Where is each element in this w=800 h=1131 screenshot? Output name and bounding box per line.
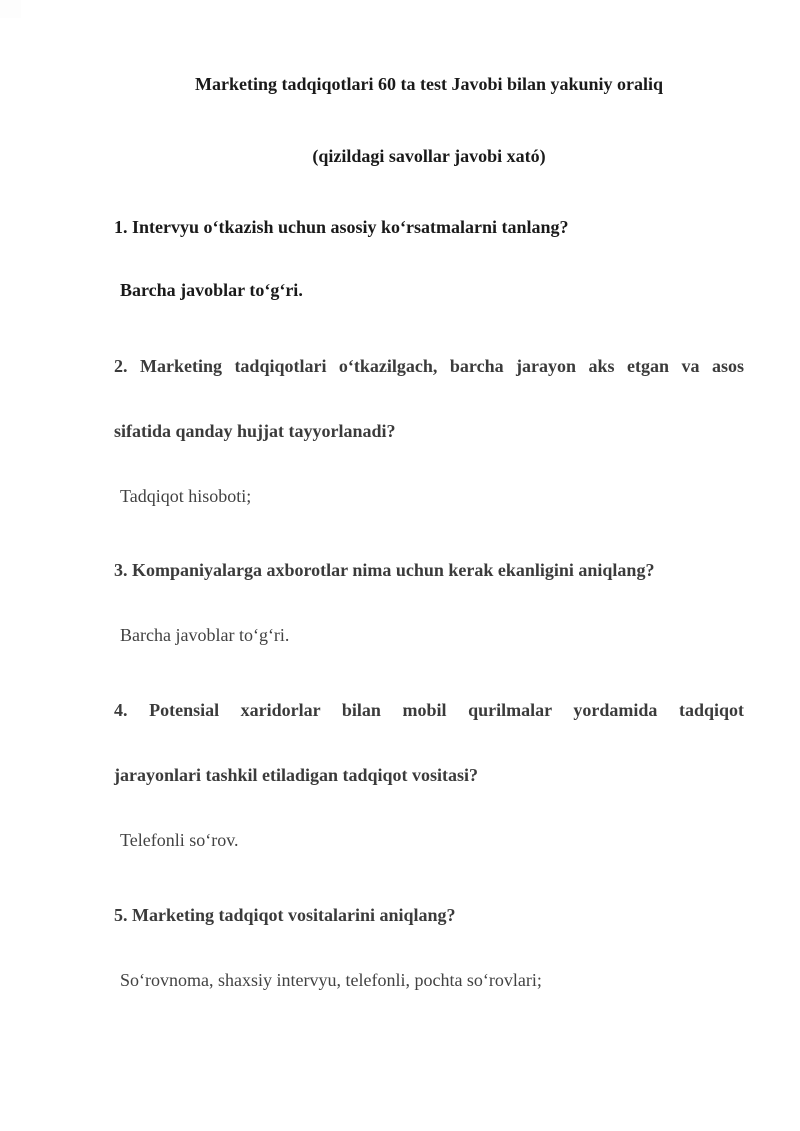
scan-corner-artifact bbox=[0, 0, 21, 18]
question-4-line-2: jarayonlari tashkil etiladigan tadqiqot vositasi? bbox=[114, 765, 479, 785]
answer-3: Barcha javoblar to‘g‘ri. bbox=[120, 625, 290, 645]
question-1: 1. Intervyu o‘tkazish uchun asosiy ko‘rsatmalarni tanlang? bbox=[114, 217, 569, 237]
answer-4: Telefonli so‘rov. bbox=[120, 830, 239, 850]
answer-1: Barcha javoblar to‘g‘ri. bbox=[120, 280, 303, 300]
document-subtitle: (qizildagi savollar javobi xató) bbox=[312, 146, 546, 166]
answer-2: Tadqiqot hisoboti; bbox=[120, 486, 252, 506]
question-3: 3. Kompaniyalarga axborotlar nima uchun kerak ekanligini aniqlang? bbox=[114, 560, 655, 580]
question-5: 5. Marketing tadqiqot vositalarini aniqlang? bbox=[114, 905, 456, 925]
answer-5: So‘rovnoma, shaxsiy intervyu, telefonli, pochta so‘rovlari; bbox=[120, 970, 542, 990]
question-2-line-1: 2. Marketing tadqiqotlari o‘tkazilgach, barcha jarayon aks etgan va asos bbox=[114, 356, 744, 376]
question-2-line-2: sifatida qanday hujjat tayyorlanadi? bbox=[114, 421, 396, 441]
question-4-line-1: 4. Potensial xaridorlar bilan mobil qurilmalar yordamida tadqiqot bbox=[114, 700, 744, 720]
document-title: Marketing tadqiqotlari 60 ta test Javobi bilan yakuniy oraliq bbox=[194, 74, 664, 94]
